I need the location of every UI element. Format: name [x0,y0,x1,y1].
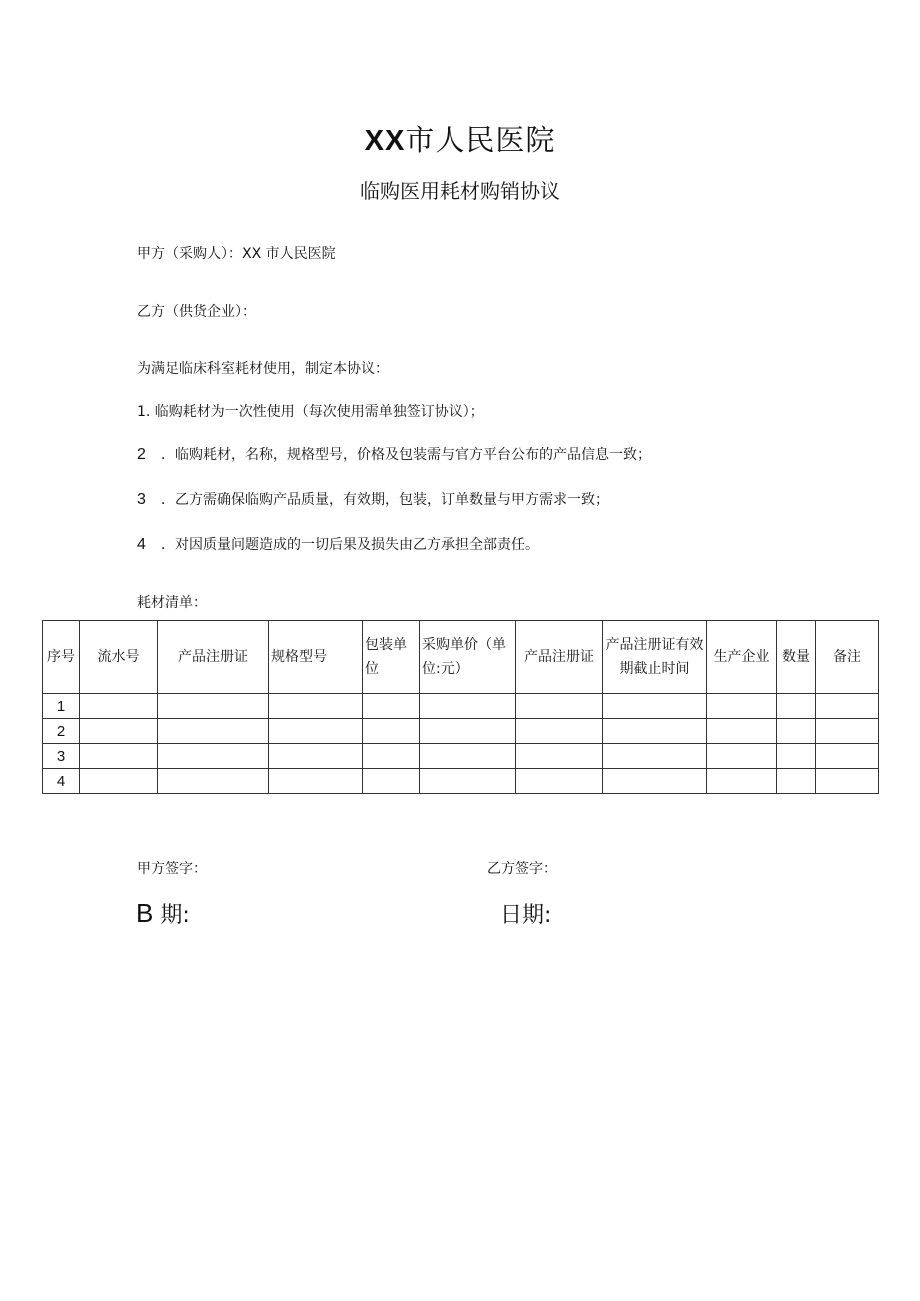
table-cell[interactable] [363,769,420,794]
term-2-number: 2 [137,446,146,463]
table-cell[interactable] [420,694,516,719]
col-header-registration: 产品注册证 [158,621,269,694]
table-cell[interactable] [707,719,777,744]
date-a-rest: 期: [153,903,190,928]
table-cell[interactable] [777,769,816,794]
table-cell[interactable] [420,769,516,794]
table-cell[interactable] [516,744,603,769]
table-cell[interactable] [603,769,707,794]
table-cell[interactable] [420,719,516,744]
col-header-quantity: 数量 [777,621,816,694]
party-a-signature-label: 甲方签字： [137,861,207,877]
table-cell[interactable] [363,719,420,744]
col-header-registration-2: 产品注册证 [516,621,603,694]
col-header-serial: 流水号 [80,621,158,694]
table-cell[interactable] [363,744,420,769]
table-cell[interactable] [158,719,269,744]
row-index: 2 [43,719,80,744]
title-prefix: XX [364,125,406,157]
table-cell[interactable] [603,719,707,744]
table-row [43,719,879,744]
table-cell[interactable] [269,744,363,769]
hospital-title [0,118,920,159]
party-b-line: 乙方（供货企业）： [137,304,256,320]
table-cell[interactable] [603,694,707,719]
table-cell[interactable] [816,694,879,719]
table-cell[interactable] [80,769,158,794]
col-header-spec: 规格型号 [269,621,363,694]
row-index: 1 [43,694,80,719]
party-a-line: 甲方（采购人）：XX 市人民医院 [137,246,336,262]
col-header-expiry: 产品注册证有效期截止时间 [603,621,707,694]
term-3-text: ．乙方需确保临购产品质量，有效期，包装，订单数量与甲方需求一致； [161,492,609,508]
col-header-manufacturer: 生产企业 [707,621,777,694]
col-header-unit-price: 采购单价（单位:元） [420,621,516,694]
table-cell[interactable] [363,694,420,719]
term-4-number: 4 [137,536,146,553]
table-cell[interactable] [707,769,777,794]
table-cell[interactable] [707,694,777,719]
table-cell[interactable] [516,694,603,719]
table-cell[interactable] [269,769,363,794]
agreement-intro: 为满足临床科室耗材使用，制定本协议： [137,361,389,377]
table-cell[interactable] [777,694,816,719]
table-row [43,769,879,794]
table-row [43,694,879,719]
term-2 [137,444,651,464]
term-4-text: ．对因质量问题造成的一切后果及损失由乙方承担全部责任。 [161,537,539,553]
materials-table [42,620,879,794]
term-4 [137,534,539,554]
party-a-date-label [136,898,190,929]
table-header-row [43,621,879,694]
table-cell[interactable] [158,769,269,794]
agreement-subtitle: 临购医用耗材购销协议 [360,179,560,203]
col-header-index: 序号 [43,621,80,694]
table-cell[interactable] [777,744,816,769]
col-header-remarks: 备注 [816,621,879,694]
table-cell[interactable] [777,719,816,744]
table-cell[interactable] [158,744,269,769]
date-a-letter: B [136,898,154,928]
table-cell[interactable] [816,769,879,794]
table-cell[interactable] [158,694,269,719]
table-cell[interactable] [707,744,777,769]
table-cell[interactable] [269,694,363,719]
materials-list-label: 耗材清单： [137,595,207,611]
table-cell[interactable] [269,719,363,744]
table-cell[interactable] [816,719,879,744]
table-cell[interactable] [516,769,603,794]
term-1: 1. 临购耗材为一次性使用（每次使用需单独签订协议）； [137,404,484,420]
table-cell[interactable] [80,719,158,744]
table-cell[interactable] [603,744,707,769]
party-b-signature-label: 乙方签字： [487,861,557,877]
title-rest: 市人民医院 [405,123,556,157]
party-b-date-label: 日期: [500,903,552,928]
table-cell[interactable] [80,694,158,719]
term-3-number: 3 [137,491,146,508]
term-2-text: ．临购耗材，名称，规格型号，价格及包装需与官方平台公布的产品信息一致； [161,447,651,463]
col-header-package-unit: 包装单位 [363,621,420,694]
table-cell[interactable] [816,744,879,769]
table-cell[interactable] [420,744,516,769]
row-index: 4 [43,769,80,794]
row-index: 3 [43,744,80,769]
table-row [43,744,879,769]
table-cell[interactable] [80,744,158,769]
table-cell[interactable] [516,719,603,744]
term-3 [137,489,609,509]
